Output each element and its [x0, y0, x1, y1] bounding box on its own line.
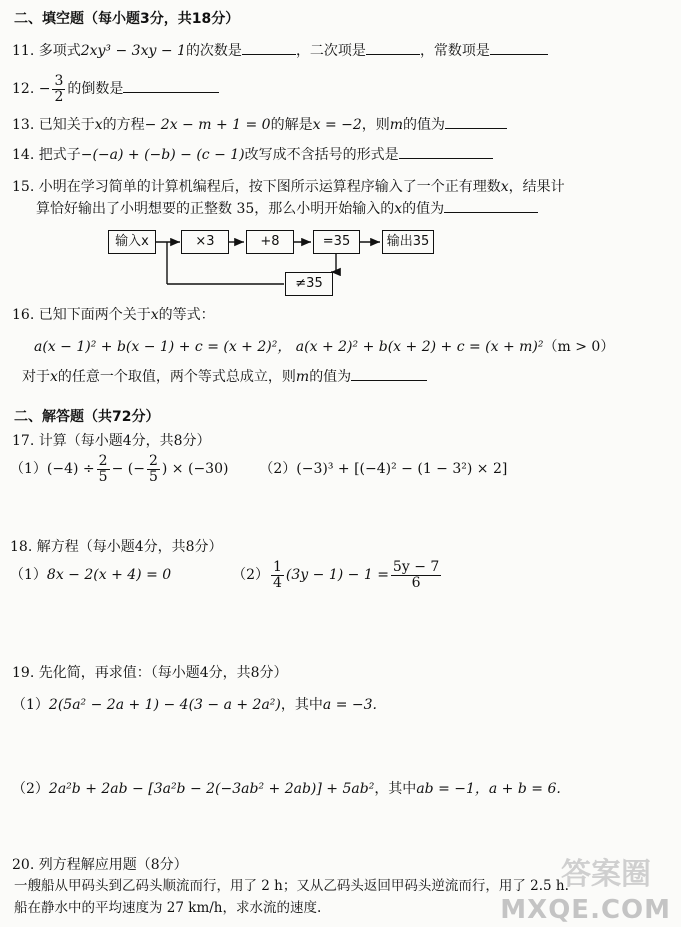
question-number: 13.	[12, 117, 35, 133]
question-11: 11. 多项式2xy³ − 3xy − 1的次数是 ，二次项是 ，常数项是	[12, 40, 548, 60]
question-15-line2: 算恰好输出了小明想要的正整数 35，那么小明开始输入的x的值为	[36, 198, 538, 218]
watermark-logo: 答案圈	[561, 857, 651, 892]
polynomial: 2xy³ − 3xy − 1	[80, 43, 186, 59]
flowchart-arrows	[0, 0, 681, 310]
question-15: 15. 小明在学习简单的计算机编程后，按下图所示运算程序输入了一个正有理数x，结果计	[12, 179, 565, 195]
question-19-part1: （1）2(5a² − 2a + 1) − 4(3 − a + 2a²)，其中a = −3.	[12, 697, 377, 713]
flow-add-box: +8	[246, 230, 294, 254]
flow-output-box: 输出35	[382, 230, 434, 254]
question-20-line2: 船在静水中的平均速度为 27 km/h，求水流的速度.	[14, 900, 322, 916]
flow-equal-check-box: =35	[313, 230, 360, 254]
answer-blank	[351, 366, 427, 381]
section-title-solve: 二、解答题（共72分）	[14, 409, 160, 425]
question-number: 19.	[12, 665, 35, 681]
question-number: 11.	[12, 43, 35, 59]
watermark: MXQE.COM	[500, 895, 671, 925]
flow-multiply-box: ×3	[181, 230, 229, 254]
equation-2: a(x + 2)² + b(x + 2) + c = (x + m)²	[295, 339, 544, 355]
question-18-parts: （1）8x − 2(x + 4) = 0 （2） $\frac{1}{4}$ (3y − 1) − 1 = $\frac{5y - 7}{6}$	[10, 559, 440, 591]
question-17-parts: （1）(−4) ÷ $\frac{2}{5}$ − (− $\frac{2}{5}$ ) × (−30) （2）(−3)³ + [(−4)² − (1 − 3²) × 2]	[10, 453, 508, 485]
question-16: 16. 已知下面两个关于x的等式：	[12, 307, 215, 323]
question-18: 18. 解方程（每小题4分，共8分）	[10, 539, 223, 555]
question-number: 17.	[12, 433, 35, 449]
question-16-line3: 对于x的任意一个取值，两个等式总成立，则m的值为	[22, 366, 427, 386]
question-16-equations: a(x − 1)² + b(x − 1) + c = (x + 2)²， a(x + 2)² + b(x + 2) + c = (x + m)²（m > 0）	[34, 339, 615, 355]
question-19-part2: （2）2a²b + 2ab − [3a²b − 2(−3ab² + 2ab)] + 5ab²，其中ab = −1，a + b = 6.	[12, 781, 561, 797]
question-number: 15.	[12, 179, 35, 195]
flow-input-box: 输入x	[108, 230, 156, 254]
question-12: 12. − $\frac{3}{2}$ 的倒数是	[12, 74, 219, 104]
question-number: 16.	[12, 307, 35, 323]
question-13: 13. 已知关于x的方程− 2x − m + 1 = 0的解是x = −2，则m的值为	[12, 114, 507, 134]
question-number: 12.	[12, 81, 35, 98]
section-title-fill-blank: 二、填空题（每小题3分，共18分）	[14, 11, 240, 27]
question-17: 17. 计算（每小题4分，共8分）	[12, 433, 211, 449]
question-number: 18.	[10, 539, 33, 555]
flow-not-equal-box: ≠35	[285, 272, 333, 296]
fraction: $\frac{3}{2}$	[54, 73, 64, 105]
question-20-line1: 一艘船从甲码头到乙码头顺流而行，用了 2 h；又从乙码头返回甲码头逆流而行，用了 2.5 h.	[14, 878, 569, 894]
question-14: 14. 把式子−(−a) + (−b) − (c − 1)改写成不含括号的形式是	[12, 144, 493, 164]
equation-1: a(x − 1)² + b(x − 1) + c = (x + 2)²，	[34, 339, 292, 355]
question-number: 20.	[12, 857, 35, 873]
question-19: 19. 先化简，再求值：（每小题4分，共8分）	[12, 665, 288, 681]
question-number: 14.	[12, 147, 35, 163]
question-20: 20. 列方程解应用题（8分）	[12, 857, 188, 873]
